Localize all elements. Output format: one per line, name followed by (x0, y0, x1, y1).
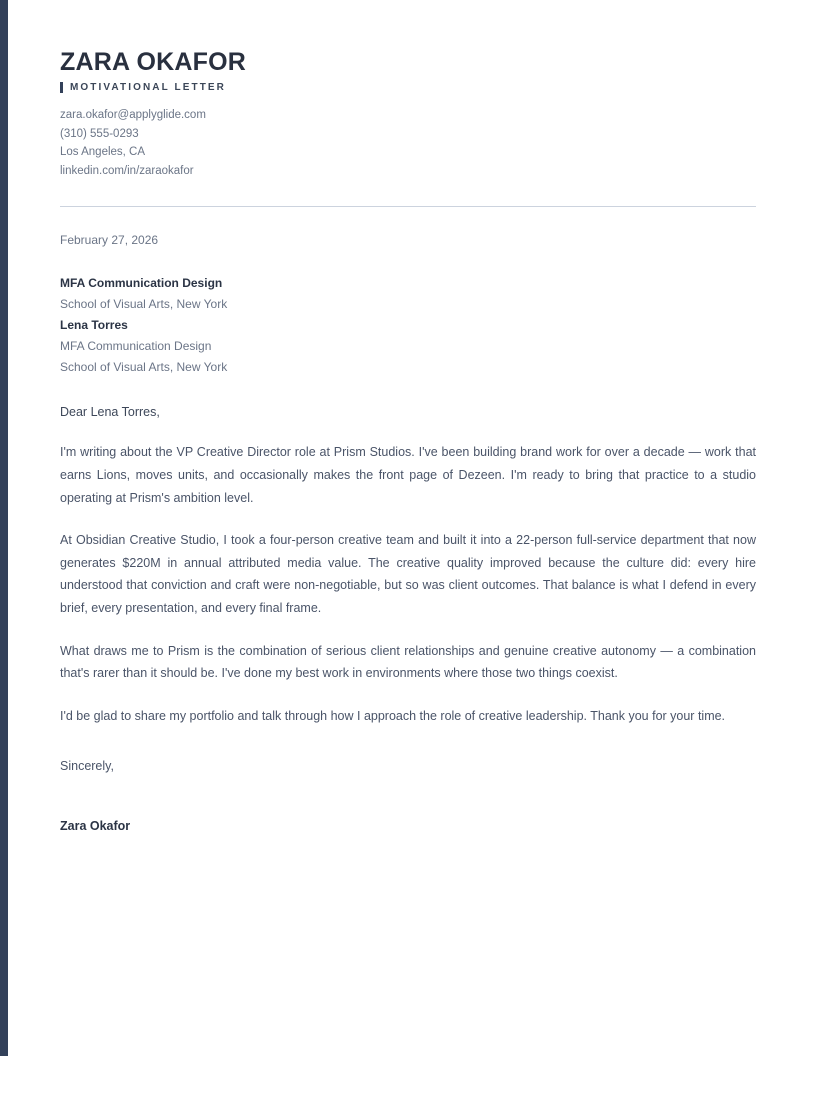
body-paragraph: At Obsidian Creative Studio, I took a four-person creative team and built it into a 22-person full-service department that now generates $220M in annual attributed media value. The creative quality improved because the culture did: every hire understood that conviction and craft were non-negotiable, but so was client outcomes. That balance is what I defend in every brief, every presentation, and every final frame. (60, 533, 756, 616)
recipient-block (60, 273, 756, 378)
letter-date: February 27, 2026 (60, 233, 159, 248)
contact-email: zara.okafor@applyglide.com (60, 109, 206, 121)
page-accent-bar (0, 0, 8, 1056)
signature-name: Zara Okafor (60, 818, 131, 833)
body-paragraph: I'd be glad to share my portfolio and talk through how I approach the role of creative leadership. Thank you for your time. (60, 708, 726, 723)
letter-content (60, 0, 756, 835)
body-paragraph: I'm writing about the VP Creative Director role at Prism Studios. I've been building brand work for over a decade — work that earns Lions, moves units, and occasionally makes the front page of Dezeen. I'm ready to bring that practice to a studio operating at Prism's ambition level. (60, 445, 756, 505)
recipient-line: Lena Torres (60, 317, 128, 332)
recipient-line: School of Visual Arts, New York (60, 296, 228, 311)
body-paragraph: What draws me to Prism is the combination of serious client relationships and genuine creative autonomy — a combination that's rarer than it should be. I've done my best work in environments where those two things coexist. (60, 643, 756, 681)
recipient-line: MFA Communication Design (60, 338, 212, 353)
recipient-line: MFA Communication Design (60, 275, 223, 290)
header-divider (60, 206, 756, 207)
accent-tick-icon (60, 82, 63, 93)
letterhead (60, 0, 756, 207)
document-type (60, 82, 756, 93)
contact-phone: (310) 555-0293 (60, 127, 139, 140)
contact-location: Los Angeles, CA (60, 146, 146, 159)
contact-linkedin: linkedin.com/in/zaraokafor (60, 164, 194, 177)
page-title: ZARA OKAFOR (60, 48, 246, 76)
document-type-label: MOTIVATIONAL LETTER (70, 82, 227, 93)
closing: Sincerely, (60, 759, 114, 774)
contact-block (60, 106, 756, 180)
salutation: Dear Lena Torres, (60, 404, 160, 419)
recipient-line: School of Visual Arts, New York (60, 359, 228, 374)
